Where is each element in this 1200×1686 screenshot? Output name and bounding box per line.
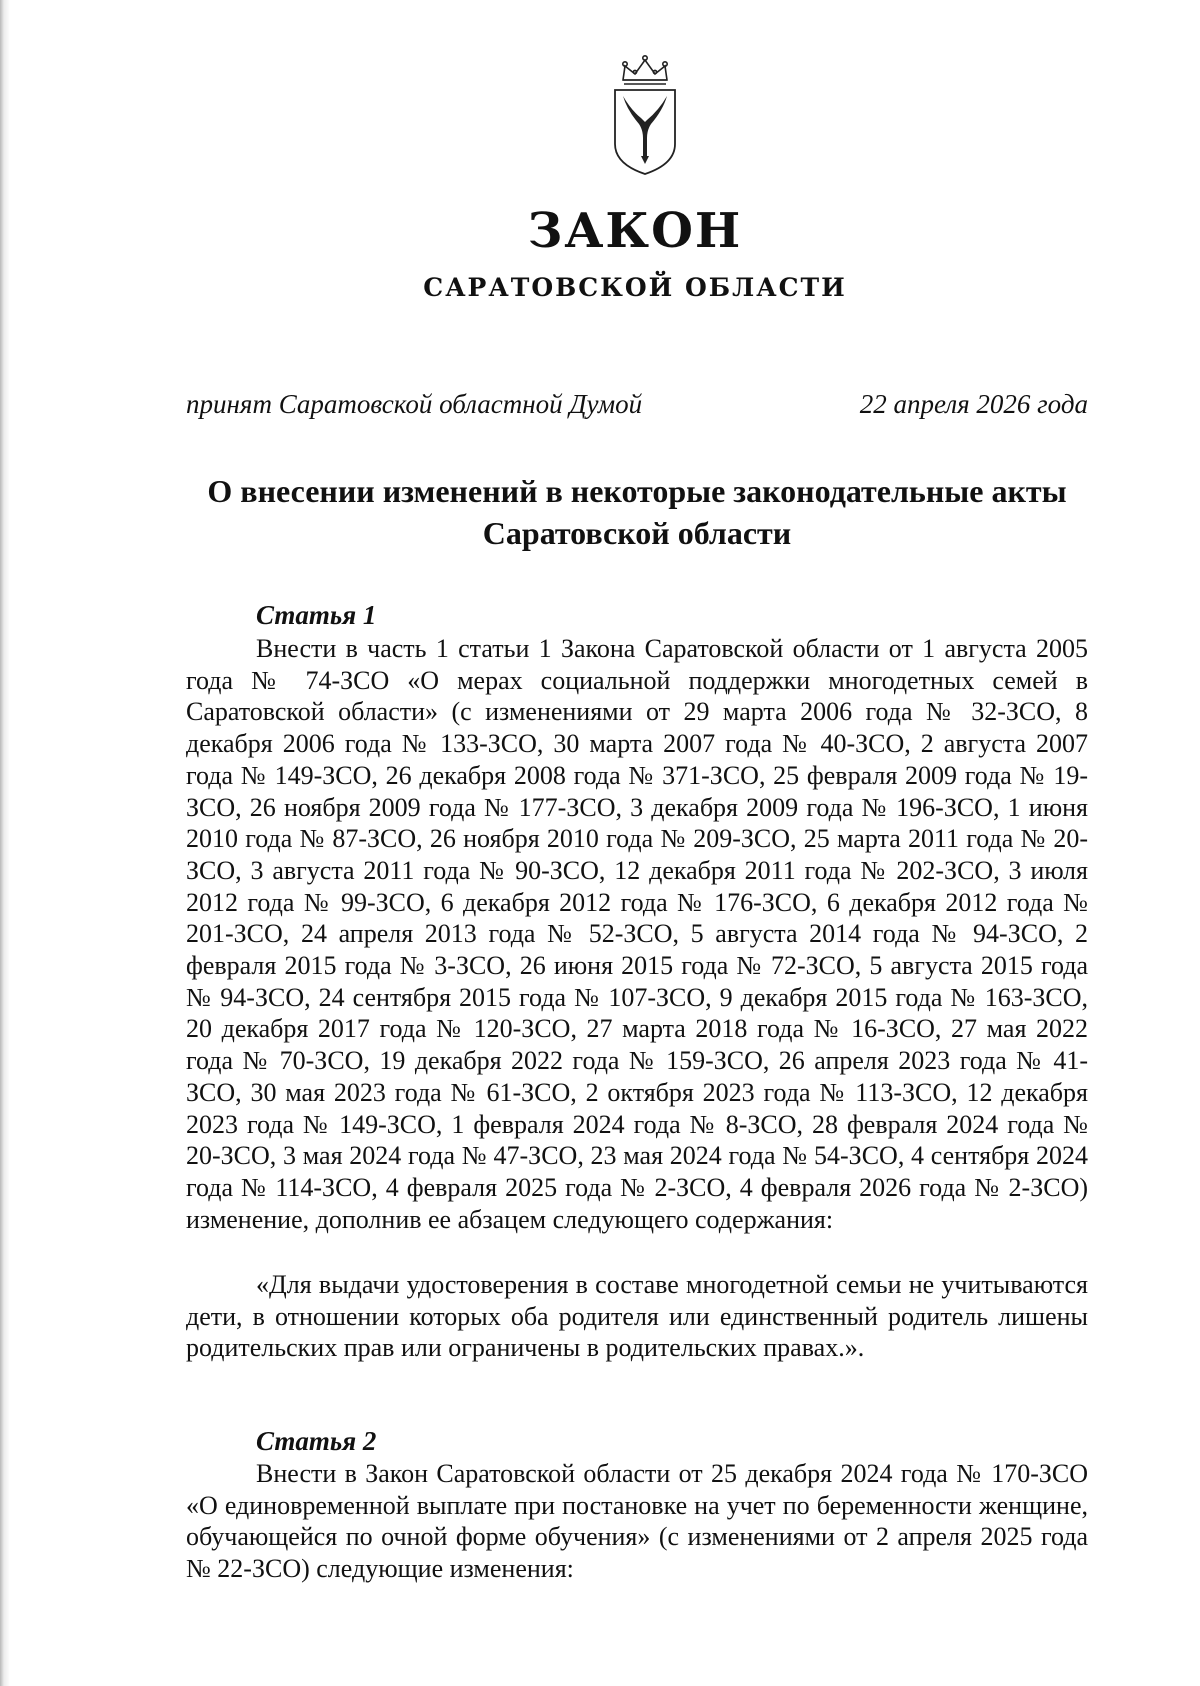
- adoption-line: [186, 387, 1088, 421]
- adoption-date: 22 апреля 2026 года: [859, 389, 1088, 419]
- article-2-paragraph-1: Внести в Закон Саратовской области от 25 декабря 2024 года № 170-ЗСО «О единовременной выплате при постановке на учет по беременности женщине, обучающейся по очной форме обучения» (с изменениями от 2 апреля 2025 года № 22-ЗСО) следующие изменения:: [186, 1459, 1088, 1584]
- article-1-paragraph-2: «Для выдачи удостоверения в составе многодетной семьи не учитываются дети, в отношении которых оба родителя или единственный родитель лишены родительских прав или ограничены в родительских правах.».: [186, 1270, 1088, 1363]
- document-title: О внесении изменений в некоторые законодательные акты Саратовской области: [207, 473, 1067, 551]
- region-subtitle: САРАТОВСКОЙ ОБЛАСТИ: [423, 273, 847, 302]
- article-1-heading: Статья 1: [256, 600, 377, 630]
- article-1-paragraph-1: Внести в часть 1 статьи 1 Закона Саратовской области от 1 августа 2005 года № 74-ЗСО «О мерах социальной поддержки многодетных семей в Саратовской области» (с изменениями от 29 марта 2006 года № 32-ЗСО, 8 декабря 2006 года № 133-ЗСО, 30 марта 2007 года № 40-ЗСО, 2 августа 2007 года № 149-ЗСО, 26 декабря 2008 года № 371-ЗСО, 25 февраля 2009 года № 19-ЗСО, 26 ноября 2009 года № 177-ЗСО, 3 декабря 2009 года № 196-ЗСО, 1 июня 2010 года № 87-ЗСО, 26 ноября 2010 года № 209-ЗСО, 25 марта 2011 года № 20-ЗСО, 3 августа 2011 года № 90-ЗСО, 12 декабря 2011 года № 202-ЗСО, 3 июля 2012 года № 99-ЗСО, 6 декабря 2012 года № 176-ЗСО, 6 декабря 2012 года № 201-ЗСО, 24 апреля 2013 года № 52-ЗСО, 5 августа 2014 года № 94-ЗСО, 2 февраля 2015 года № 3-ЗСО, 26 июня 2015 года № 72-ЗСО, 5 августа 2015 года № 94-ЗСО, 24 сентября 2015 года № 107-ЗСО, 9 декабря 2015 года № 163-ЗСО, 20 декабря 2017 года № 120-ЗСО, 27 марта 2018 года № 16-ЗСО, 27 мая 2022 года № 70-ЗСО, 19 декабря 2022 года № 159-ЗСО, 26 апреля 2023 года № 41-ЗСО, 30 мая 2023 года № 61-ЗСО, 2 октября 2023 года № 113-ЗСО, 12 декабря 2023 года № 149-ЗСО, 1 февраля 2024 года № 8-ЗСО, 28 февраля 2024 года № 20-ЗСО, 3 мая 2024 года № 47-ЗСО, 23 мая 2024 года № 54-ЗСО, 4 сентября 2024 года № 114-ЗСО, 4 февраля 2025 года № 2-ЗСО, 4 февраля 2026 года № 2-ЗСО) изменение, дополнив ее абзацем следующего содержания:: [186, 634, 1088, 1234]
- law-title: ЗАКОН: [527, 203, 743, 259]
- article-2-heading: Статья 2: [256, 1426, 377, 1456]
- adopted-by: принят Саратовской областной Думой: [186, 389, 643, 419]
- saratov-coat-of-arms-icon: [605, 52, 685, 178]
